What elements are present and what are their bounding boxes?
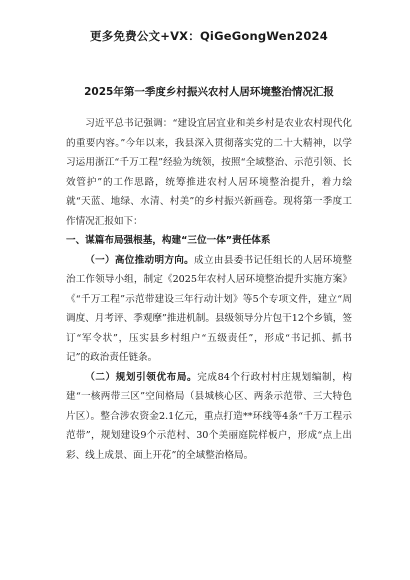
paragraph-sub2 [66, 368, 352, 466]
paragraph-sub1 [66, 251, 352, 368]
sub1-text: 成立由县委书记任组长的人居环境整治工作领导小组，制定《2025年农村人居环境整治提升实施方案》《“千万工程”示范带建设三年行动计划》等5个专项文件，建立“周调度、月考评、季观摩”推进机制。县级领导分片包干12个乡镇，签订“军令状”，压实县乡村组户“五级责任”，形成“书记抓、抓书记”的政治责任链条。 [66, 254, 353, 363]
sub2-text: 完成84个行政村村庄规划编制，构建“一核两带三区”空间格局（县城核心区、两条示范带、三大特色片区）。整合涉农资金2.1亿元，重点打造**环线等4条“千万工程示范带”，规划建设9个示范村、30个美丽庭院样板户，形成“点上出彩、线上成景、面上开花”的全域整治格局。 [66, 371, 352, 461]
intro-paragraph: 习近平总书记强调：“建设宜居宜业和美乡村是农业农村现代化的重要内容。”今年以来，我县深入贯彻落实党的二十大精神，以学习运用浙江“千万工程”经验为统领，按照“全域整治、示范引领、长效管护”的工作思路，统筹推进农村人居环境整治提升，着力绘就“天蓝、地绿、水清、村美”的乡村振兴新画卷。现将第一季度工作情况汇报如下： [66, 118, 352, 227]
section-heading-1: 一、谋篇布局强根基，构建“三位一体”责任体系 [66, 235, 271, 246]
document-title: 2025年第一季度乡村振兴农村人居环境整治情况汇报 [84, 86, 334, 98]
sub-heading-2: （二）规划引领优布局。 [85, 371, 198, 383]
sub-heading-1: （一）高位推动明方向。 [85, 254, 195, 266]
watermark-header: 更多免费公文+VX：QiGeGongWen2024 [90, 29, 328, 43]
